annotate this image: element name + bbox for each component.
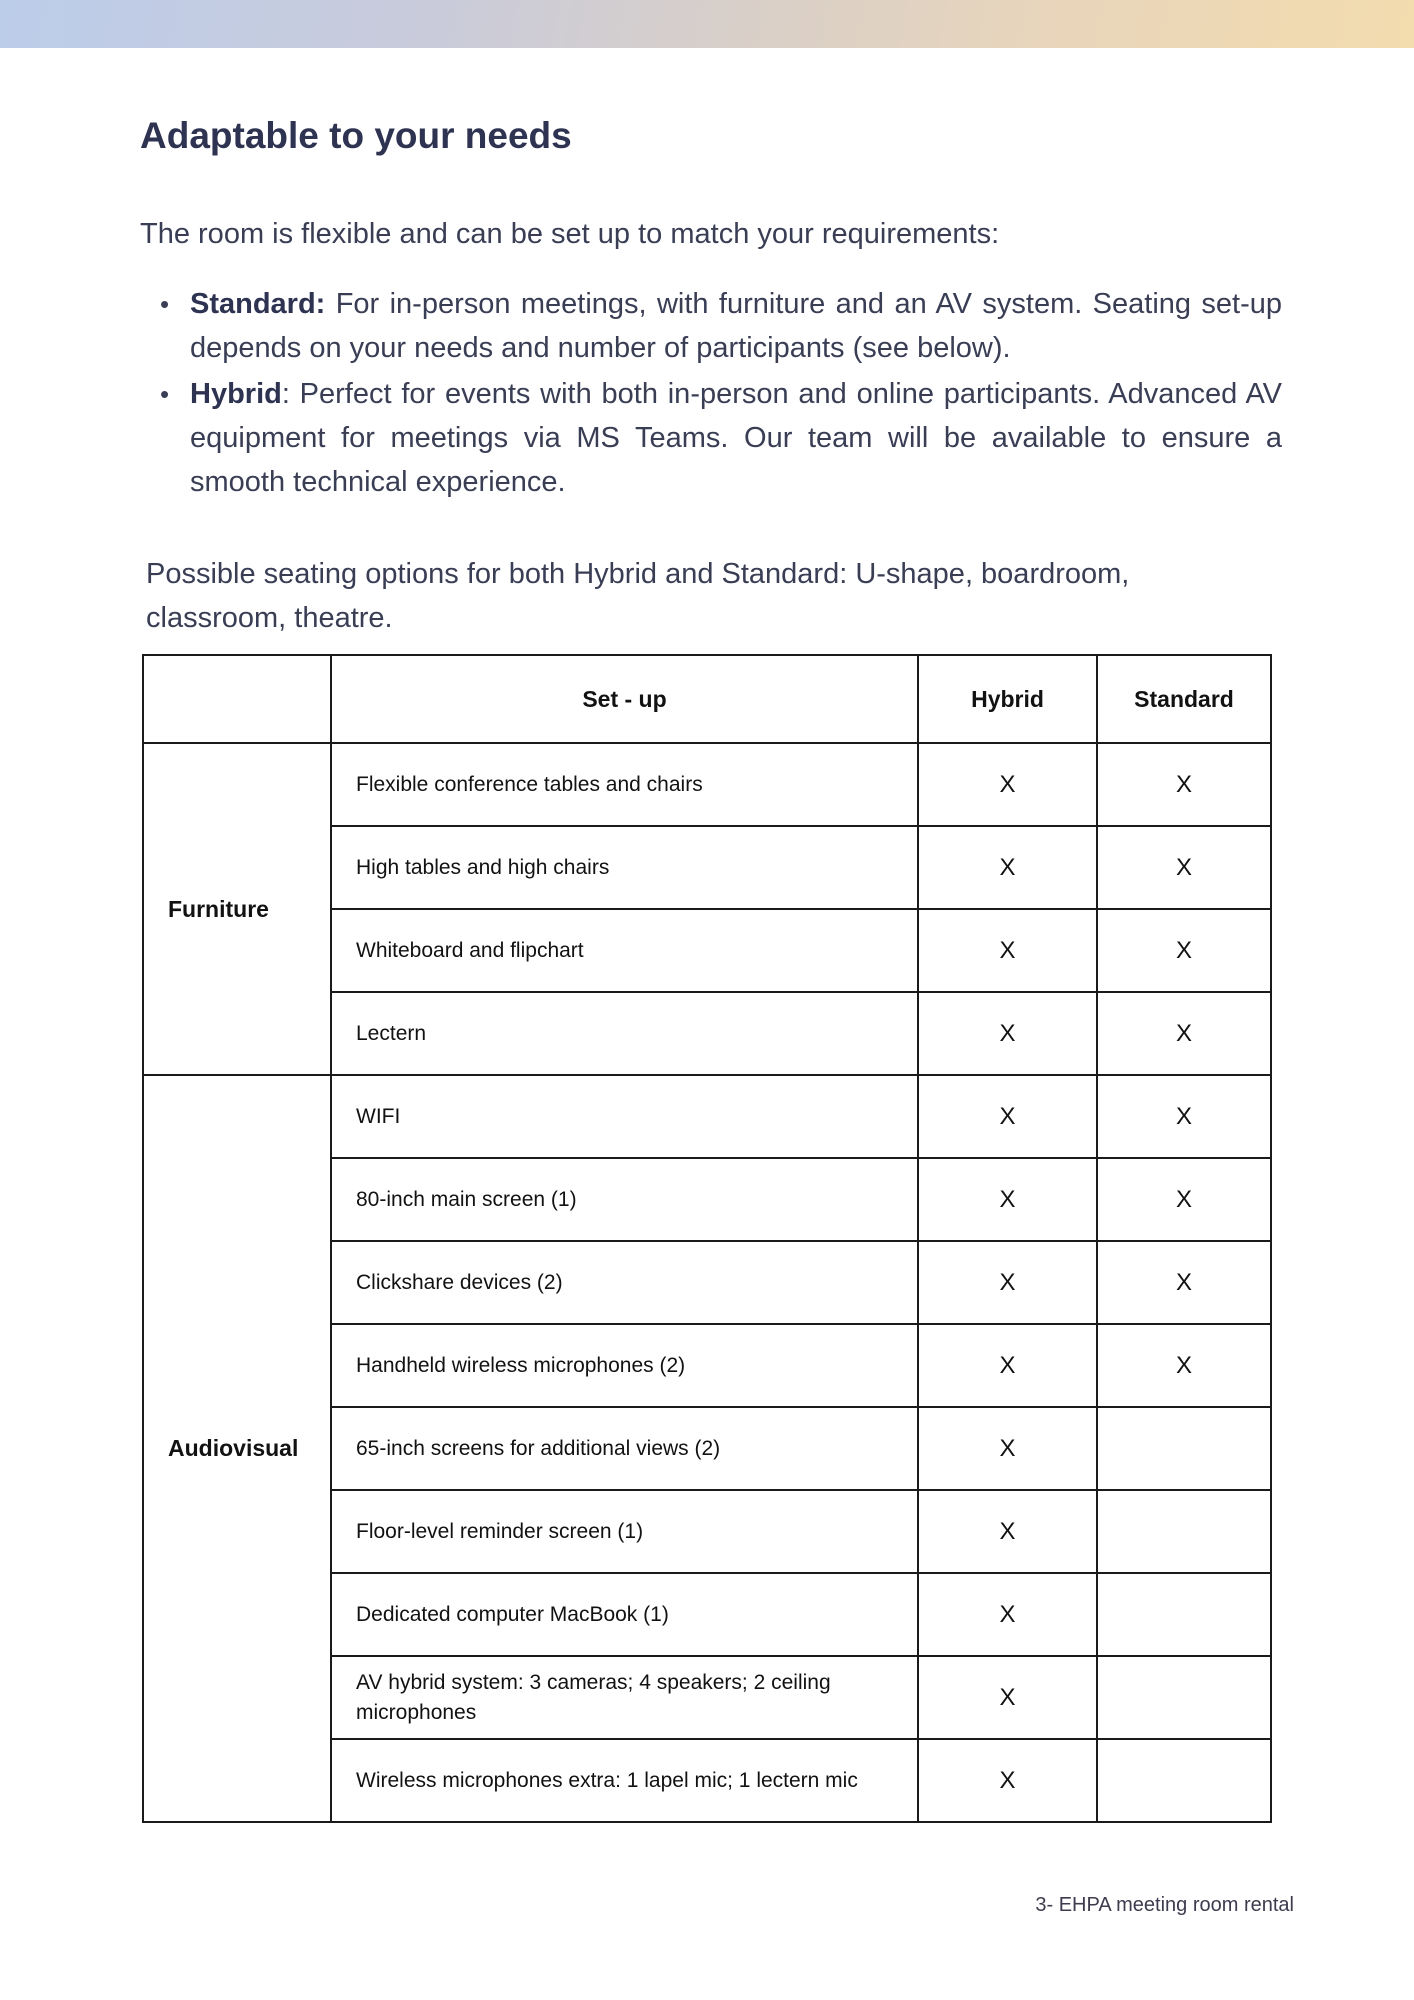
item-label: Wireless microphones extra: 1 lapel mic; 1 lectern mic xyxy=(331,1739,918,1822)
header-group-cell xyxy=(143,655,331,743)
intro-paragraph: The room is flexible and can be set up to match your requirements: xyxy=(140,218,1000,251)
page-title: Adaptable to your needs xyxy=(140,115,572,156)
equipment-table-header xyxy=(143,655,1271,743)
standard-mark: X xyxy=(1097,1241,1271,1324)
group-label-audiovisual: Audiovisual xyxy=(143,1075,331,1822)
hybrid-mark: X xyxy=(918,1324,1097,1407)
standard-label: Standard: xyxy=(190,288,326,321)
list-item-hybrid xyxy=(190,372,1282,504)
standard-mark xyxy=(1097,1490,1271,1573)
standard-mark: X xyxy=(1097,1075,1271,1158)
item-label: Floor-level reminder screen (1) xyxy=(331,1490,918,1573)
item-label: AV hybrid system: 3 cameras; 4 speakers; 2 ceiling microphones xyxy=(331,1656,918,1739)
item-label: 80-inch main screen (1) xyxy=(331,1158,918,1241)
item-label: Whiteboard and flipchart xyxy=(331,909,918,992)
standard-mark: X xyxy=(1097,826,1271,909)
setup-options-list xyxy=(140,282,1282,504)
standard-mark: X xyxy=(1097,1158,1271,1241)
standard-mark xyxy=(1097,1573,1271,1656)
hybrid-mark: X xyxy=(918,1656,1097,1739)
hybrid-mark: X xyxy=(918,743,1097,826)
table-row xyxy=(143,1075,1271,1158)
hybrid-mark: X xyxy=(918,909,1097,992)
table-row xyxy=(143,743,1271,826)
hybrid-mark: X xyxy=(918,992,1097,1075)
item-label: 65-inch screens for additional views (2) xyxy=(331,1407,918,1490)
group-label-furniture: Furniture xyxy=(143,743,331,1075)
hybrid-mark: X xyxy=(918,1075,1097,1158)
hybrid-label: Hybrid xyxy=(190,378,282,411)
item-label: Handheld wireless microphones (2) xyxy=(331,1324,918,1407)
hybrid-mark: X xyxy=(918,1407,1097,1490)
standard-mark xyxy=(1097,1656,1271,1739)
hybrid-description: : Perfect for events with both in-person and online participants. Advanced AV equipment for meetings via MS Teams. Our team will be available to ensure a smooth technical experience. xyxy=(190,378,1282,499)
standard-mark xyxy=(1097,1407,1271,1490)
hybrid-mark: X xyxy=(918,1158,1097,1241)
standard-mark: X xyxy=(1097,1324,1271,1407)
item-label: Clickshare devices (2) xyxy=(331,1241,918,1324)
item-label: Lectern xyxy=(331,992,918,1075)
seating-options-paragraph: Possible seating options for both Hybrid and Standard: U-shape, boardroom, classroom, theatre. xyxy=(146,558,1130,635)
page-footer: 3- EHPA meeting room rental xyxy=(1035,1894,1294,1916)
standard-mark: X xyxy=(1097,909,1271,992)
standard-description: For in-person meetings, with furniture and an AV system. Seating set-up depends on your needs and number of participants (see below). xyxy=(190,288,1282,365)
equipment-table-body xyxy=(143,743,1271,1822)
hybrid-mark: X xyxy=(918,826,1097,909)
hybrid-mark: X xyxy=(918,1241,1097,1324)
header-row xyxy=(143,655,1271,743)
standard-mark xyxy=(1097,1739,1271,1822)
header-setup: Set - up xyxy=(331,655,918,743)
item-label: High tables and high chairs xyxy=(331,826,918,909)
hybrid-mark: X xyxy=(918,1573,1097,1656)
standard-mark: X xyxy=(1097,992,1271,1075)
hybrid-mark: X xyxy=(918,1739,1097,1822)
equipment-table xyxy=(142,654,1272,1823)
header-standard: Standard xyxy=(1097,655,1271,743)
item-label: WIFI xyxy=(331,1075,918,1158)
item-label: Flexible conference tables and chairs xyxy=(331,743,918,826)
header-hybrid: Hybrid xyxy=(918,655,1097,743)
item-label: Dedicated computer MacBook (1) xyxy=(331,1573,918,1656)
hybrid-mark: X xyxy=(918,1490,1097,1573)
list-item-standard xyxy=(190,282,1282,370)
standard-mark: X xyxy=(1097,743,1271,826)
